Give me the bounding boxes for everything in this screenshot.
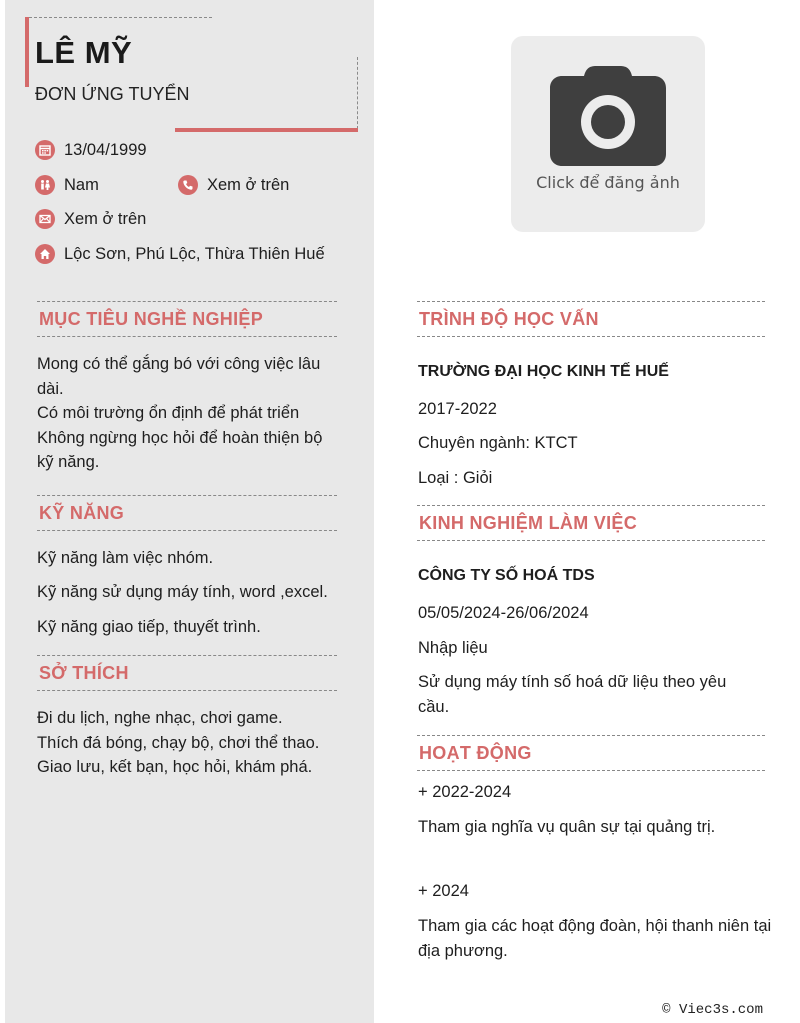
name-header <box>25 17 358 132</box>
activity-period[interactable]: + 2022-2024 <box>418 783 512 801</box>
hobbies-text[interactable]: Đi du lịch, nghe nhạc, chơi game. Thích đá bóng, chạy bộ, chơi thể thao. Giao lưu, kết bạn, học hỏi, khám phá. <box>37 709 320 776</box>
objective-text[interactable]: Mong có thể gắng bó với công việc lâu dài. Có môi trường ổn định để phát triển Không ngừng học hỏi để hoàn thiện bộ kỹ năng. <box>37 355 323 471</box>
divider <box>29 17 212 18</box>
contact-phone <box>178 173 289 197</box>
section-objective-title[interactable]: MỤC TIÊU NGHỀ NGHIỆP <box>37 301 337 337</box>
photo-upload[interactable] <box>511 36 705 232</box>
school-name[interactable]: TRƯỜNG ĐẠI HỌC KINH TẾ HUẾ <box>418 363 669 380</box>
activity-period[interactable]: + 2024 <box>418 882 469 900</box>
education-grade[interactable]: Loại : Giỏi <box>418 469 493 487</box>
dob-value[interactable]: 13/04/1999 <box>64 140 147 159</box>
email-value[interactable]: Xem ở trên <box>64 209 147 228</box>
accent-bar <box>175 128 358 132</box>
divider <box>357 57 358 129</box>
home-icon <box>35 244 55 264</box>
experience-role[interactable]: Nhập liệu <box>418 639 488 657</box>
education-major[interactable]: Chuyên ngành: KTCT <box>418 434 578 452</box>
email-icon <box>35 209 55 229</box>
photo-caption: Click để đăng ảnh <box>536 173 680 192</box>
section-education-title[interactable]: TRÌNH ĐỘ HỌC VẤN <box>417 301 765 337</box>
contact-email <box>35 207 146 231</box>
phone-value[interactable]: Xem ở trên <box>207 175 290 194</box>
experience-description[interactable]: Sử dụng máy tính số hoá dữ liệu theo yêu cầu. <box>418 673 727 716</box>
section-experience-title[interactable]: KINH NGHIỆM LÀM VIỆC <box>417 505 765 541</box>
accent-bar <box>25 17 29 87</box>
copyright: © Viec3s.com <box>662 1002 763 1018</box>
contact-dob <box>35 138 147 162</box>
section-activities-title[interactable]: HOẠT ĐỘNG <box>417 735 765 771</box>
full-name[interactable]: LÊ MỸ <box>35 35 133 70</box>
skill-item[interactable]: Kỹ năng giao tiếp, thuyết trình. <box>37 618 261 636</box>
phone-icon <box>178 175 198 195</box>
calendar-icon <box>35 140 55 160</box>
gender-icon <box>35 175 55 195</box>
activity-description[interactable]: Tham gia nghĩa vụ quân sự tại quảng trị. <box>418 818 716 836</box>
section-hobbies-title[interactable]: SỞ THÍCH <box>37 655 337 691</box>
contact-gender <box>35 173 99 197</box>
contact-address <box>35 242 325 266</box>
skill-item[interactable]: Kỹ năng sử dụng máy tính, word ,excel. <box>37 583 328 601</box>
camera-icon <box>550 64 666 166</box>
company-name[interactable]: CÔNG TY SỐ HOÁ TDS <box>418 567 595 584</box>
experience-period[interactable]: 05/05/2024-26/06/2024 <box>418 604 589 622</box>
gender-value[interactable]: Nam <box>64 175 99 194</box>
activity-description[interactable]: Tham gia các hoạt động đoàn, hội thanh niên tại địa phương. <box>418 917 772 960</box>
section-skills-title[interactable]: KỸ NĂNG <box>37 495 337 531</box>
document-type[interactable]: ĐƠN ỨNG TUYỂN <box>35 84 190 104</box>
address-value[interactable]: Lộc Sơn, Phú Lộc, Thừa Thiên Huế <box>64 244 325 263</box>
skill-item[interactable]: Kỹ năng làm việc nhóm. <box>37 549 214 567</box>
education-period[interactable]: 2017-2022 <box>418 400 497 418</box>
